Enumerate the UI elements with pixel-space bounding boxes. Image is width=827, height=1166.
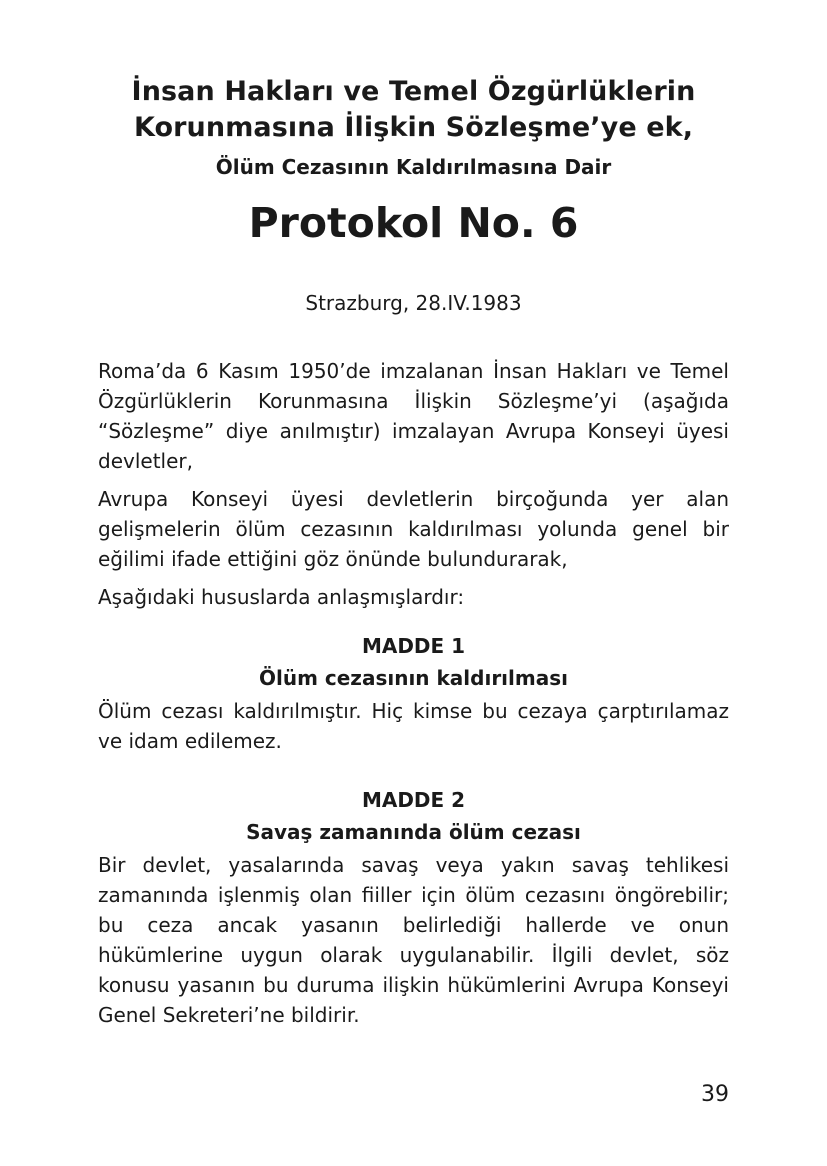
preamble-paragraph-3: Aşağıdaki hususlarda anlaşmışlardır: xyxy=(98,585,465,609)
title-block xyxy=(60,74,767,250)
article-1 xyxy=(98,630,729,756)
article-text: Ölüm cezası kaldırılmıştır. Hiç kimse bu cezaya çarptırılamaz ve idam edilemez. xyxy=(98,699,729,753)
page-number: 39 xyxy=(701,1082,729,1107)
preamble-paragraph-1: Roma’da 6 Kasım 1950’de imzalanan İnsan Hakları ve Temel Özgürlüklerin Korunmasına İlişkin Sözleşme’yi (aşağıda “Sözleşme” diye anılmıştır) imzalayan Avrupa Konseyi üyesi devletler, xyxy=(98,359,729,473)
article-2 xyxy=(98,784,729,1030)
place-date: Strazburg, 28.IV.1983 xyxy=(305,291,522,315)
title-line-2: Korunmasına İlişkin Sözleşme’ye ek, xyxy=(133,112,694,143)
article-title: Ölüm cezasının kaldırılması xyxy=(258,666,568,690)
article-title: Savaş zamanında ölüm cezası xyxy=(246,820,581,844)
article-text: Bir devlet, yasalarında savaş veya yakın savaş tehlikesi zamanında işlenmiş olan fiiller için ölüm cezasını öngörebilir; bu ceza ancak yasanın belirlediği hallerde ve onun hükümlerine uygun olarak uygulanabilir. İlgili devlet, söz konusu yasanın bu duruma ilişkin hükümlerini Avrupa Konseyi Genel Sekreteri’ne bildirir. xyxy=(98,853,729,1027)
body-text xyxy=(98,356,729,1038)
document-title xyxy=(60,74,767,146)
title-line-1: İnsan Hakları ve Temel Özgürlüklerin xyxy=(131,76,696,107)
protocol-number: Protokol No. 6 xyxy=(248,199,579,247)
preamble-paragraph-2: Avrupa Konseyi üyesi devletlerin birçoğunda yer alan gelişmelerin ölüm cezasının kaldırılması yolunda genel bir eğilimi ifade ettiğini göz önünde bulundurarak, xyxy=(98,487,729,571)
document-subtitle: Ölüm Cezasının Kaldırılmasına Dair xyxy=(215,155,612,179)
article-number: MADDE 2 xyxy=(361,788,466,812)
article-number: MADDE 1 xyxy=(361,634,466,658)
